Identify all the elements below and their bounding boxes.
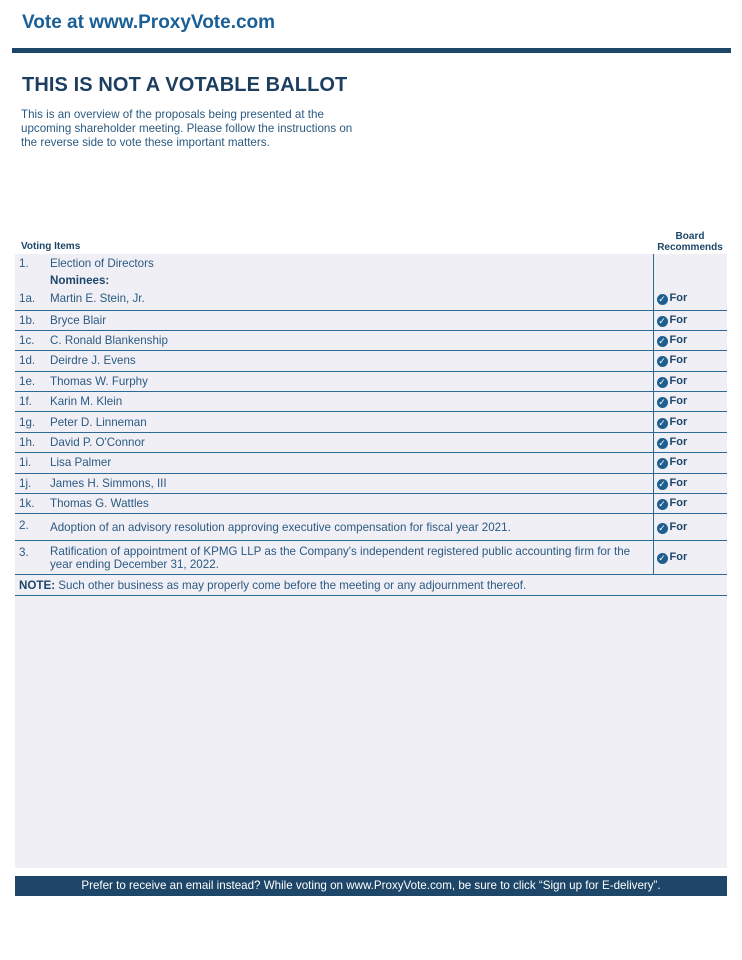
item-number: 2. [15,514,50,541]
table-row [15,412,727,432]
board-recommendation [653,432,727,452]
check-circle-icon: ✓ [658,397,666,408]
voting-items-header: Voting Items [21,241,81,252]
item-number: 1i. [15,453,50,473]
nominee-name: Peter D. Linneman [50,412,653,432]
note-label: NOTE: [19,578,56,592]
table-row [15,288,727,310]
check-circle-icon: ✓ [658,522,666,533]
recommendation-label: For [669,520,688,533]
item-number: 1c. [15,330,50,350]
board-recommendation [653,330,727,350]
check-circle-icon: ✓ [658,315,666,326]
item-number: 1e. [15,371,50,391]
check-circle-icon: ✓ [658,553,666,564]
board-recommendation [653,392,727,412]
table-row [15,272,727,288]
check-circle-icon: ✓ [658,356,666,367]
recommendation-label: For [669,415,688,428]
proposal-text: Adoption of an advisory resolution approving executive compensation for fiscal year 2021. [50,514,653,541]
check-circle-icon: ✓ [658,294,666,305]
board-recommendation [653,310,727,330]
note [15,575,727,596]
table-row [15,541,727,575]
item-number: 1f. [15,392,50,412]
nominee-name: Thomas W. Furphy [50,371,653,391]
table-row [15,473,727,493]
item-number: 1g. [15,412,50,432]
item-number: 1a. [15,288,50,310]
check-circle-icon: ✓ [658,376,666,387]
nominees-label: Nominees: [50,273,110,287]
item-number: 3. [15,541,50,575]
nominee-name: Martin E. Stein, Jr. [50,288,653,310]
item-number: 1b. [15,310,50,330]
recommendation-label: For [669,374,688,387]
item-number [15,272,50,288]
nominee-name: Thomas G. Wattles [50,494,653,514]
recommendation-label: For [669,551,688,564]
board-recommendation [653,254,727,288]
board-recommendation [653,288,727,310]
board-recommendation [653,453,727,473]
board-recommendation [653,514,727,541]
item-number: 1k. [15,494,50,514]
e-delivery-banner: Prefer to receive an email instead? While voting on www.ProxyVote.com, be sure to click “Sign up for E-delivery”. [15,876,727,896]
table-row [15,494,727,514]
recommendation-label: For [669,497,688,510]
nominee-name: James H. Simmons, III [50,473,653,493]
check-circle-icon: ✓ [658,499,666,510]
recommendation-label: For [669,395,688,408]
item-number: 1h. [15,432,50,452]
item-number: 1. [19,256,29,270]
table-row [15,514,727,541]
proposal-text: Ratification of appointment of KPMG LLP as the Company's independent registered public accounting firm for the year ending December 31, 2022. [50,541,653,575]
note-text: Such other business as may properly come before the meeting or any adjournment thereof. [55,578,527,592]
table-row [15,432,727,452]
item-number: 1d. [15,351,50,371]
board-recommendation [653,412,727,432]
board-recommendation [653,371,727,391]
check-circle-icon: ✓ [658,438,666,449]
check-circle-icon: ✓ [658,478,666,489]
check-circle-icon: ✓ [658,458,666,469]
recommendation-label: For [669,456,688,469]
check-circle-icon: ✓ [658,336,666,347]
board-recommendation [653,473,727,493]
nominee-name: Karin M. Klein [50,392,653,412]
board-recommendation [653,494,727,514]
nominee-name: Bryce Blair [50,310,653,330]
board-recommendation [653,351,727,371]
voting-items-table [15,254,727,596]
board-recommends-header: Board Recommends [657,231,723,253]
proxyvote-link[interactable]: Vote at www.ProxyVote.com [22,12,276,33]
table-row [15,254,727,272]
intro-text: This is an overview of the proposals being presented at the upcoming shareholder meeting. Please follow the instructions on the reverse side to vote these important matters. [21,108,353,149]
nominee-name: Lisa Palmer [50,453,653,473]
table-row [15,371,727,391]
board-recommendation [653,541,727,575]
recommendation-label: For [669,476,688,489]
recommendation-label: For [669,292,688,305]
recommendation-label: For [669,313,688,326]
recommendation-label: For [669,354,688,367]
table-row [15,310,727,330]
item-text: Election of Directors [50,256,154,270]
table-row [15,453,727,473]
table-row [15,351,727,371]
check-circle-icon: ✓ [658,417,666,428]
nominee-name: David P. O'Connor [50,432,653,452]
item-number: 1j. [15,473,50,493]
nominee-name: C. Ronald Blankenship [50,330,653,350]
note-row [15,575,727,596]
recommendation-label: For [669,436,688,449]
page-title: THIS IS NOT A VOTABLE BALLOT [22,74,348,96]
header-divider [12,48,731,53]
table-row [15,392,727,412]
nominee-name: Deirdre J. Evens [50,351,653,371]
recommendation-label: For [669,334,688,347]
table-row [15,330,727,350]
